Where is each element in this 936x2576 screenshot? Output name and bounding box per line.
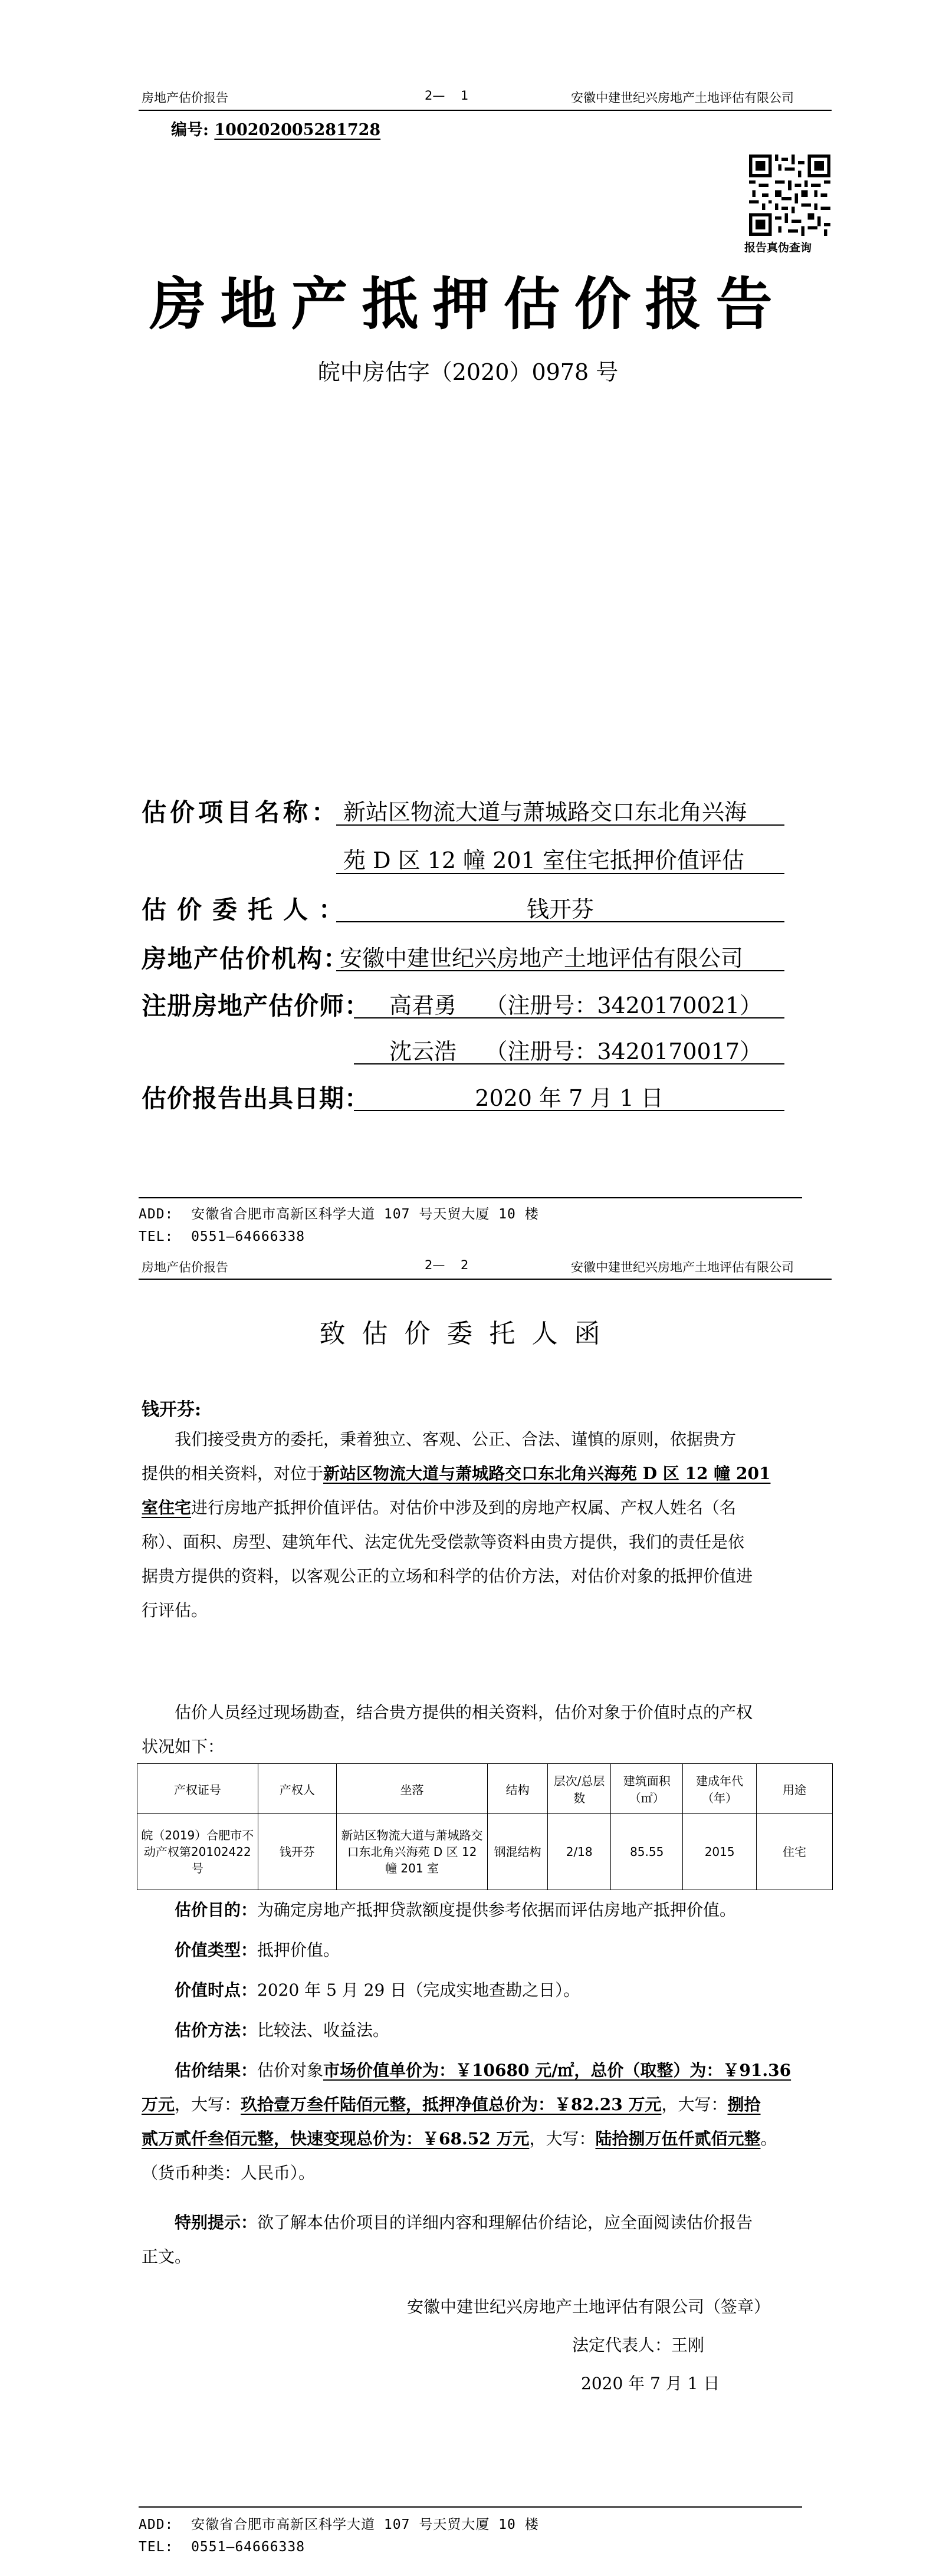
- appraiser-2: 沈云浩 （注册号：3420170017）: [389, 1039, 763, 1064]
- sign-representative: 法定代表人：王刚: [572, 2335, 705, 2355]
- table-cell-floor: 2/18: [548, 1814, 611, 1890]
- client-label: 估价委托人：: [142, 895, 354, 924]
- agency-value: 安徽中建世纪兴房地产土地评估有限公司: [340, 945, 744, 971]
- qr-code-icon: [749, 155, 830, 236]
- table-cell-owner: 钱开芬: [258, 1814, 336, 1890]
- p2-line-b: 状况如下：: [142, 1737, 225, 1756]
- result-line-1: [142, 2053, 832, 2088]
- p1-line-d: 称）、面积、房型、建筑年代、法定优先受偿款等资料由贵方提供，我们的责任是依: [142, 1532, 745, 1552]
- page1-header-right: 安徽中建世纪兴房地产土地评估有限公司: [571, 91, 794, 105]
- salutation: 钱开芬:: [142, 1399, 202, 1420]
- value-date-line: [142, 1973, 832, 2007]
- p1-line-b: [142, 1457, 832, 1491]
- result-l3-d: 。: [760, 2129, 777, 2148]
- table-header-cell: 结构: [487, 1764, 547, 1814]
- value-type-label: 价值类型：: [175, 1940, 258, 1960]
- table-header-cell: 坐落: [337, 1764, 488, 1814]
- letter-title: 致估价委托人函: [319, 1319, 617, 1349]
- page1-header-rule: [139, 110, 832, 111]
- result-l2-e: 捌拾: [727, 2095, 761, 2114]
- table-cell-structure: 钢混结构: [487, 1814, 547, 1890]
- result-l2-b: ，大写：: [175, 2095, 241, 2114]
- agency-underline: [336, 970, 784, 971]
- report-number: 皖中房估字（2020）0978 号: [317, 359, 619, 385]
- p1-line-c: [142, 1491, 832, 1525]
- notice-line-1: [142, 2206, 832, 2240]
- property-type-bold: 室住宅: [142, 1498, 192, 1517]
- project-name-underline1: [336, 824, 784, 826]
- notice-line-2: 正文。: [142, 2247, 192, 2266]
- p1-c-text: 进行房地产抵押价值评估。对估价中涉及到的房地产权属、产权人姓名（名: [191, 1498, 737, 1517]
- issue-date-label: 估价报告出具日期：: [142, 1084, 370, 1113]
- project-name-line1: 新站区物流大道与萧城路交口东北角兴海: [343, 799, 747, 825]
- table-cell-cert-no: 皖（2019）合肥市不动产权第20102422号: [137, 1814, 258, 1890]
- table-row: [137, 1814, 833, 1890]
- client-underline: [336, 921, 784, 922]
- p1-line-e: 据贵方提供的资料，以客观公正的立场和科学的估价方法，对估价对象的抵押价值进: [142, 1566, 753, 1586]
- page2-footer-rule: [139, 2506, 802, 2508]
- client-value: 钱开芬: [526, 896, 594, 922]
- purpose-label: 估价目的：: [175, 1900, 258, 1920]
- property-address-bold: 新站区物流大道与萧城路交口东北角兴海苑 D 区 12 幢 201: [323, 1464, 771, 1483]
- quick-sale-words: 陆拾捌万伍仟贰佰元整: [595, 2129, 761, 2148]
- market-value: 市场价值单价为：￥10680 元/㎡，总价（取整）为：￥91.36: [323, 2061, 792, 2080]
- table-header-cell: 产权证号: [137, 1764, 258, 1814]
- sign-company: 安徽中建世纪兴房地产土地评估有限公司（签章）: [407, 2297, 771, 2317]
- page2-footer-address: ADD: 安徽省合肥市高新区科学大道 107 号天贸大厦 10 楼: [139, 2517, 539, 2532]
- result-block: [142, 2053, 832, 2190]
- appraiser-2-underline: [354, 1063, 784, 1064]
- table-cell-area: 85.55: [611, 1814, 683, 1890]
- report-title: 房地产抵押估价报告: [149, 271, 787, 337]
- page1-footer-tel: TEL: 0551—64666338: [139, 1229, 306, 1244]
- method-value: 比较法、收益法。: [257, 2020, 390, 2040]
- serial-label: 编号:: [171, 121, 209, 139]
- page2-header-page: 2— 2: [425, 1258, 469, 1272]
- notice-block: [142, 2206, 832, 2274]
- page2-header-left: 房地产估价报告: [142, 1260, 228, 1274]
- letter-paragraph-2: [142, 1696, 832, 1764]
- result-l2-d: ，大写：: [661, 2095, 728, 2114]
- table-cell-year: 2015: [683, 1814, 757, 1890]
- property-table: [137, 1763, 833, 1890]
- serial-number: [171, 117, 380, 140]
- table-header-cell: 层次/总层数: [548, 1764, 611, 1814]
- value-type-line: [142, 1933, 832, 1967]
- notice-value: 欲了解本估价项目的详细内容和理解估价结论，应全面阅读估价报告: [257, 2213, 753, 2232]
- result-l1-a: 估价对象: [257, 2061, 324, 2080]
- notice-label: 特别提示：: [175, 2213, 258, 2232]
- result-line-2: [142, 2088, 832, 2122]
- method-label: 估价方法：: [175, 2020, 258, 2040]
- project-name-line2: 苑 D 区 12 幢 201 室住宅抵押价值评估: [343, 847, 744, 873]
- serial-value: 100202005281728: [214, 121, 381, 139]
- appraiser-1: 高君勇 （注册号：3420170021）: [389, 993, 763, 1018]
- result-l3-b: ，大写：: [529, 2129, 596, 2148]
- page2-footer-tel: TEL: 0551—64666338: [139, 2539, 306, 2555]
- result-label: 估价结果：: [175, 2061, 258, 2080]
- table-header-cell: 产权人: [258, 1764, 336, 1814]
- appraiser-1-underline: [354, 1017, 784, 1018]
- mortgage-net-value: 玖拾壹万叁仟陆佰元整，抵押净值总价为：￥82.23 万元: [241, 2095, 662, 2114]
- letter-paragraph-1: [142, 1422, 832, 1628]
- project-name-label: 估价项目名称：: [142, 798, 340, 827]
- appraiser-label: 注册房地产估价师：: [142, 991, 370, 1020]
- p1-b-text: 提供的相关资料，对位于: [142, 1464, 324, 1483]
- value-date-value: 2020 年 5 月 29 日（完成实地查勘之日）。: [257, 1980, 580, 2000]
- table-header-row: [137, 1764, 833, 1814]
- page1-header-page: 2— 1: [425, 88, 469, 103]
- result-line-4: （货币种类：人民币）。: [142, 2163, 316, 2183]
- method-line: [142, 2013, 832, 2048]
- project-name-underline2: [336, 873, 784, 874]
- quick-sale-value: 贰万贰仟叁佰元整，快速变现总价为：￥68.52 万元: [142, 2129, 530, 2148]
- table-header-cell: 建成年代（年）: [683, 1764, 757, 1814]
- table-header-cell: 建筑面积（㎡）: [611, 1764, 683, 1814]
- issue-date-underline: [354, 1110, 784, 1111]
- purpose-line: [142, 1893, 832, 1927]
- result-line-3: [142, 2122, 832, 2156]
- page1-footer-address: ADD: 安徽省合肥市高新区科学大道 107 号天贸大厦 10 楼: [139, 1207, 539, 1222]
- table-cell-location: 新站区物流大道与萧城路交口东北角兴海苑 D 区 12 幢 201 室: [337, 1814, 488, 1890]
- p1-line-a: 我们接受贵方的委托，秉着独立、客观、公正、合法、谨慎的原则，依据贵方: [175, 1430, 737, 1449]
- p1-line-f: 行评估。: [142, 1601, 208, 1620]
- value-date-label: 价值时点：: [175, 1980, 258, 2000]
- agency-label: 房地产估价机构：: [142, 944, 350, 973]
- page1-header-left: 房地产估价报告: [142, 91, 228, 105]
- table-header-cell: 用途: [756, 1764, 832, 1814]
- p2-line-a: 估价人员经过现场勘查，结合贵方提供的相关资料，估价对象于价值时点的产权: [175, 1703, 753, 1722]
- page2-header-right: 安徽中建世纪兴房地产土地评估有限公司: [571, 1260, 794, 1274]
- purpose-value: 为确定房地产抵押贷款额度提供参考依据而评估房地产抵押价值。: [257, 1900, 737, 1920]
- qr-caption: 报告真伪查询: [744, 241, 812, 254]
- issue-date-value: 2020 年 7 月 1 日: [475, 1085, 664, 1111]
- page2-header-rule: [139, 1279, 832, 1280]
- sign-date: 2020 年 7 月 1 日: [581, 2374, 720, 2393]
- result-l2-a: 万元: [142, 2095, 175, 2114]
- table-cell-usage: 住宅: [756, 1814, 832, 1890]
- value-type-value: 抵押价值。: [257, 1940, 340, 1960]
- page1-footer-rule: [139, 1197, 802, 1198]
